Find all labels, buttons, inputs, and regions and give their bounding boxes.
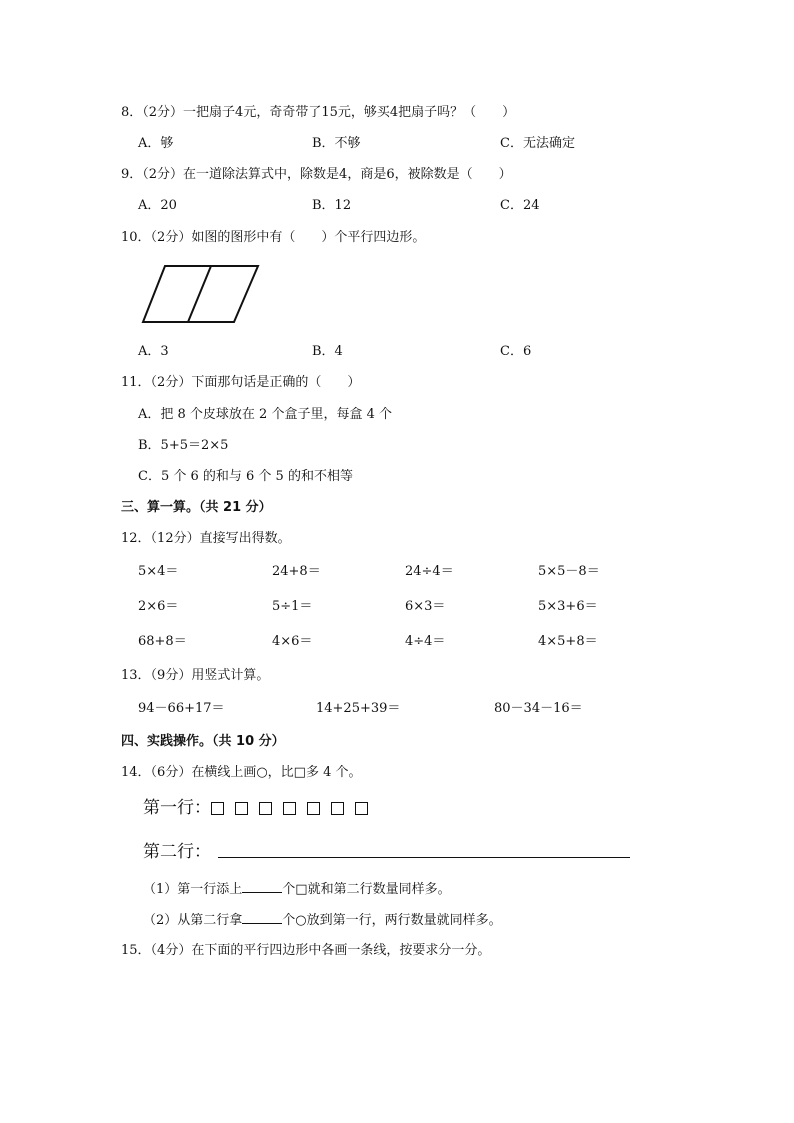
q11-stem: 11．（2分）下面那句话是正确的（ ）	[121, 375, 361, 390]
q9-option-c: C．24	[500, 198, 540, 213]
q12-item: 5×3+6＝	[538, 599, 598, 614]
q10-stem: 10．（2分）如图的图形中有（ ）个平行四边形。	[121, 230, 426, 245]
q12-item: 24÷4＝	[405, 564, 454, 579]
q11-option-b: B．5+5＝2×5	[138, 438, 229, 453]
parallelogram-figure	[138, 262, 264, 326]
square-icon	[355, 802, 368, 815]
q9-stem: 9．（2分）在一道除法算式中，除数是4，商是6，被除数是（ ）	[121, 167, 512, 182]
row2-answer-line[interactable]	[218, 857, 630, 858]
q12-item: 5÷1＝	[272, 599, 313, 614]
q14-row1	[143, 796, 379, 820]
q15-stem: 15．（4分）在下面的平行四边形中各画一条线，按要求分一分。	[121, 943, 491, 958]
square-icon	[259, 802, 272, 815]
q10-option-c: C．6	[500, 344, 532, 359]
q12-item: 6×3＝	[405, 599, 446, 614]
q12-item: 4÷4＝	[405, 634, 446, 649]
parallelogram-divider	[188, 266, 211, 322]
q13-stem: 13．（9分）用竖式计算。	[121, 668, 270, 683]
row2-label: 第二行：	[143, 842, 211, 862]
q12-item: 4×6＝	[272, 634, 313, 649]
q8-stem: 8．（2分）一把扇子4元，奇奇带了15元，够买4把扇子吗？（ ）	[121, 105, 516, 120]
section-4-title: 四、实践操作。（共 10 分）	[121, 734, 285, 749]
q11-option-c: C．5 个 6 的和与 6 个 5 的和不相等	[138, 469, 353, 484]
q13-item: 80－34－16＝	[494, 701, 583, 716]
q12-item: 5×4＝	[138, 564, 179, 579]
q8-option-c: C．无法确定	[500, 136, 575, 151]
q9-option-b: B．12	[312, 198, 352, 213]
row1-label: 第一行：	[143, 798, 211, 818]
q13-item: 94－66+17＝	[138, 701, 225, 716]
q11-option-a: A．把 8 个皮球放在 2 个盒子里，每盒 4 个	[138, 407, 392, 422]
square-icon	[211, 802, 224, 815]
q12-item: 2×6＝	[138, 599, 179, 614]
q8-option-b: B．不够	[312, 136, 361, 151]
q12-stem: 12．（12分）直接写出得数。	[121, 531, 291, 546]
square-icon	[307, 802, 320, 815]
q14-sub2-prefix: （2）从第二行拿	[143, 913, 243, 928]
answer-blank[interactable]	[242, 879, 282, 893]
q14-sub1	[143, 879, 451, 899]
answer-blank[interactable]	[242, 910, 282, 924]
section-3-title: 三、算一算。（共 21 分）	[121, 500, 272, 515]
square-icon	[331, 802, 344, 815]
q14-sub1-prefix: （1）第一行添上	[143, 882, 243, 897]
q12-item: 4×5+8＝	[538, 634, 598, 649]
square-icon	[235, 802, 248, 815]
q14-stem: 14．（6分）在横线上画○，比□多 4 个。	[121, 765, 362, 780]
q14-sub2	[143, 910, 502, 930]
q12-item: 24+8＝	[272, 564, 321, 579]
q9-option-a: A．20	[138, 198, 177, 213]
q10-option-b: B．4	[312, 344, 343, 359]
q12-item: 68+8＝	[138, 634, 187, 649]
q13-item: 14+25+39＝	[316, 701, 401, 716]
q14-sub1-suffix: 个□就和第二行数量同样多。	[282, 882, 451, 897]
q14-sub2-suffix: 个○放到第一行，两行数量就同样多。	[282, 913, 502, 928]
square-icon	[283, 802, 296, 815]
q12-item: 5×5－8＝	[538, 564, 600, 579]
q8-option-a: A．够	[138, 136, 174, 151]
q10-option-a: A．3	[138, 344, 169, 359]
